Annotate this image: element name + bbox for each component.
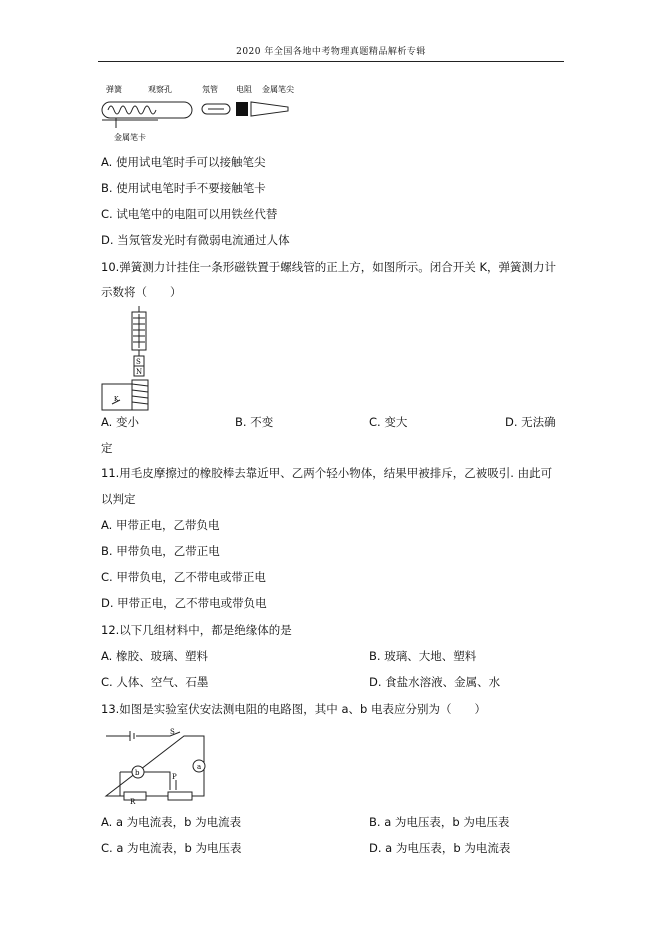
q9-option-c: C. 试电笔中的电阻可以用铁丝代替 (101, 207, 278, 221)
q11-stem-line2: 以判定 (101, 492, 136, 506)
q12-stem: 12.以下几组材料中，都是绝缘体的是 (101, 623, 292, 637)
label-metal-clip: 金属笔卡 (114, 133, 146, 142)
q10-option-d: D. 无法确 (505, 415, 556, 429)
label-metal-tip: 金属笔尖 (262, 85, 294, 94)
label-b: b (135, 769, 140, 777)
q11-option-c: C. 甲带负电，乙不带电或带正电 (101, 570, 266, 584)
q11-option-b: B. 甲带负电，乙带正电 (101, 544, 220, 558)
header-divider (98, 61, 564, 62)
q13-option-b: B. a 为电压表，b 为电压表 (369, 815, 510, 829)
pen-body (102, 102, 192, 128)
q13-stem: 13.如图是实验室伏安法测电阻的电路图，其中 a、b 电表应分别为（ ） (101, 702, 486, 716)
magnet-pole-n: N (136, 368, 143, 376)
q13-option-c: C. a 为电流表，b 为电压表 (101, 841, 242, 855)
circuit-figure (100, 728, 212, 804)
q10-stem-line1: 10.弹簧测力计挂住一条形磁铁置于螺线管的正上方，如图所示。闭合开关 K，弹簧测力计 (101, 260, 556, 274)
label-spring: 弹簧 (106, 85, 122, 94)
label-resistor: 电阻 (236, 85, 252, 94)
q11-stem-line1: 11.用毛皮摩擦过的橡胶棒去靠近甲、乙两个轻小物体，结果甲被排斥，乙被吸引. 由此可 (101, 466, 553, 480)
q13-option-d: D. a 为电压表，b 为电流表 (369, 841, 511, 855)
q10-option-c: C. 变大 (369, 415, 408, 429)
label-neon: 氖管 (202, 85, 218, 94)
magnet-pole-s: S (136, 358, 141, 366)
q13-option-a: A. a 为电流表，b 为电流表 (101, 815, 242, 829)
q11-option-a: A. 甲带正电，乙带负电 (101, 518, 220, 532)
resistor-part (236, 102, 248, 116)
label-p: P (172, 773, 177, 781)
rheostat (168, 792, 192, 800)
q10-option-a: A. 变小 (101, 415, 139, 429)
q12-option-d: D. 食盐水溶液、金属、水 (369, 675, 501, 689)
page-header: 2020 年全国各地中考物理真题精品解析专辑 (236, 47, 426, 57)
metal-tip-part (251, 102, 288, 116)
q9-option-a: A. 使用试电笔时手可以接触笔尖 (101, 155, 266, 169)
q9-option-b: B. 使用试电笔时手不要接触笔卡 (101, 181, 266, 195)
q10-stem-line2: 示数将（ ） (101, 285, 182, 299)
q12-option-c: C. 人体、空气、石墨 (101, 675, 209, 689)
q10-option-b: B. 不变 (235, 415, 274, 429)
switch-label-k: K (114, 396, 119, 403)
spring-scale-figure (98, 306, 168, 414)
label-r: R (130, 798, 136, 804)
q10-option-d-wrap: 定 (101, 441, 113, 455)
label-hole: 观察孔 (148, 85, 172, 94)
q11-option-d: D. 甲带正电，乙不带电或带负电 (101, 596, 267, 610)
neon-tube (202, 104, 230, 114)
label-a: a (197, 763, 202, 771)
q12-option-b: B. 玻璃、大地、塑料 (369, 649, 477, 663)
q9-option-d: D. 当氖管发光时有微弱电流通过人体 (101, 233, 290, 247)
label-s: S (170, 728, 175, 736)
test-pen-figure (98, 80, 298, 144)
solenoid (102, 380, 148, 410)
q12-option-a: A. 橡胶、玻璃、塑料 (101, 649, 208, 663)
